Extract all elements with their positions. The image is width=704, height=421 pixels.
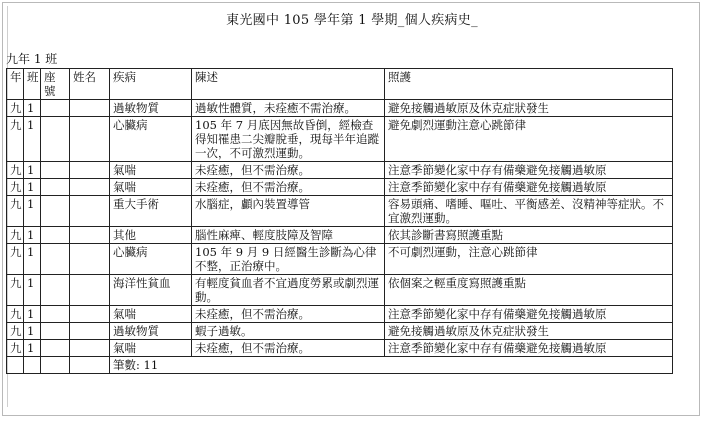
care-cell: 不可劇烈運動，注意心跳節律 [385,244,673,275]
statement-cell: 未痊癒，但不需治療。 [192,340,385,357]
year-cell: 九 [7,100,24,117]
care-cell: 注意季節變化家中存有備藥避免接觸過敏原 [385,340,673,357]
name-cell [70,340,110,357]
statement-cell: 105 年 7 月底因無故昏倒，經檢查得知罹患二尖瓣脫垂，現每半年追蹤一次，不可激烈運動。 [192,117,385,162]
name-cell [70,275,110,306]
seat-cell [41,117,70,162]
class-label: 九年 1 班 [6,52,58,66]
seat-cell [41,306,70,323]
care-cell: 避免接觸過敏原及休克症狀發生 [385,100,673,117]
class-cell: 1 [24,162,41,179]
seat-cell [41,100,70,117]
record-count: 筆數: 11 [110,357,673,374]
statement-cell: 腦性麻痺、輕度肢障及智障 [192,227,385,244]
name-cell [70,323,110,340]
care-cell: 依個案之輕重度寫照護重點 [385,275,673,306]
document-title: 東光國中 105 學年第 1 學期_個人疾病史_ [226,13,478,28]
seat-cell [41,244,70,275]
year-cell: 九 [7,275,24,306]
seat-cell [41,179,70,196]
statement-cell: 105 年 9 月 9 日經醫生診斷為心律不整，正治療中。 [192,244,385,275]
illness-table [6,68,673,374]
table-row [7,196,673,227]
year-cell: 九 [7,306,24,323]
header-row [7,69,673,100]
class-cell: 1 [24,196,41,227]
statement-cell: 過敏性體質，未痊癒不需治療。 [192,100,385,117]
name-cell [70,117,110,162]
class-cell: 1 [24,100,41,117]
header-care: 照護 [385,69,673,100]
disease-cell: 過敏物質 [110,323,192,340]
statement-cell: 未痊癒，但不需治療。 [192,306,385,323]
year-cell: 九 [7,323,24,340]
year-cell: 九 [7,179,24,196]
statement-cell: 有輕度貧血者不宜過度勞累或劇烈運動。 [192,275,385,306]
table-row [7,323,673,340]
class-cell: 1 [24,306,41,323]
table-row [7,117,673,162]
name-cell [70,179,110,196]
name-cell [70,196,110,227]
name-cell [70,306,110,323]
statement-cell: 未痊癒，但不需治療。 [192,179,385,196]
care-cell: 容易頭痛、嗜睡、嘔吐、平衡感差、沒精神等症狀。不宜激烈運動。 [385,196,673,227]
table-row [7,306,673,323]
name-cell [70,227,110,244]
class-cell: 1 [24,227,41,244]
table-row [7,227,673,244]
care-cell: 注意季節變化家中存有備藥避免接觸過敏原 [385,179,673,196]
class-cell: 1 [24,275,41,306]
header-statement: 陳述 [192,69,385,100]
header-class: 班 [24,69,41,100]
seat-cell [41,275,70,306]
year-cell: 九 [7,244,24,275]
seat-cell [41,227,70,244]
disease-cell: 氣喘 [110,306,192,323]
table-row [7,179,673,196]
seat-cell [41,323,70,340]
disease-cell: 過敏物質 [110,100,192,117]
class-cell: 1 [24,179,41,196]
care-cell: 依其診斷書寫照護重點 [385,227,673,244]
table-row [7,275,673,306]
disease-cell: 其他 [110,227,192,244]
header-seat: 座號 [41,69,70,100]
disease-cell: 氣喘 [110,340,192,357]
class-cell: 1 [24,117,41,162]
class-cell: 1 [24,323,41,340]
disease-cell: 氣喘 [110,179,192,196]
statement-cell: 水腦症，顱內裝置導管 [192,196,385,227]
header-year: 年 [7,69,24,100]
class-cell: 1 [24,340,41,357]
care-cell: 避免劇烈運動注意心跳節律 [385,117,673,162]
care-cell: 注意季節變化家中存有備藥避免接觸過敏原 [385,306,673,323]
class-cell: 1 [24,244,41,275]
seat-cell [41,196,70,227]
table-row [7,244,673,275]
year-cell: 九 [7,196,24,227]
name-cell [70,100,110,117]
table-row [7,340,673,357]
statement-cell: 未痊癒，但不需治療。 [192,162,385,179]
disease-cell: 氣喘 [110,162,192,179]
year-cell: 九 [7,162,24,179]
disease-cell: 心臟病 [110,117,192,162]
seat-cell [41,340,70,357]
care-cell: 避免接觸過敏原及休克症狀發生 [385,323,673,340]
statement-cell: 蝦子過敏。 [192,323,385,340]
count-row [7,357,673,374]
disease-cell: 心臟病 [110,244,192,275]
name-cell [70,244,110,275]
table-row [7,162,673,179]
year-cell: 九 [7,227,24,244]
table-row [7,100,673,117]
year-cell: 九 [7,117,24,162]
care-cell: 注意季節變化家中存有備藥避免接觸過敏原 [385,162,673,179]
header-disease: 疾病 [110,69,192,100]
header-name: 姓名 [70,69,110,100]
seat-cell [41,162,70,179]
disease-cell: 重大手術 [110,196,192,227]
name-cell [70,162,110,179]
year-cell: 九 [7,340,24,357]
disease-cell: 海洋性貧血 [110,275,192,306]
